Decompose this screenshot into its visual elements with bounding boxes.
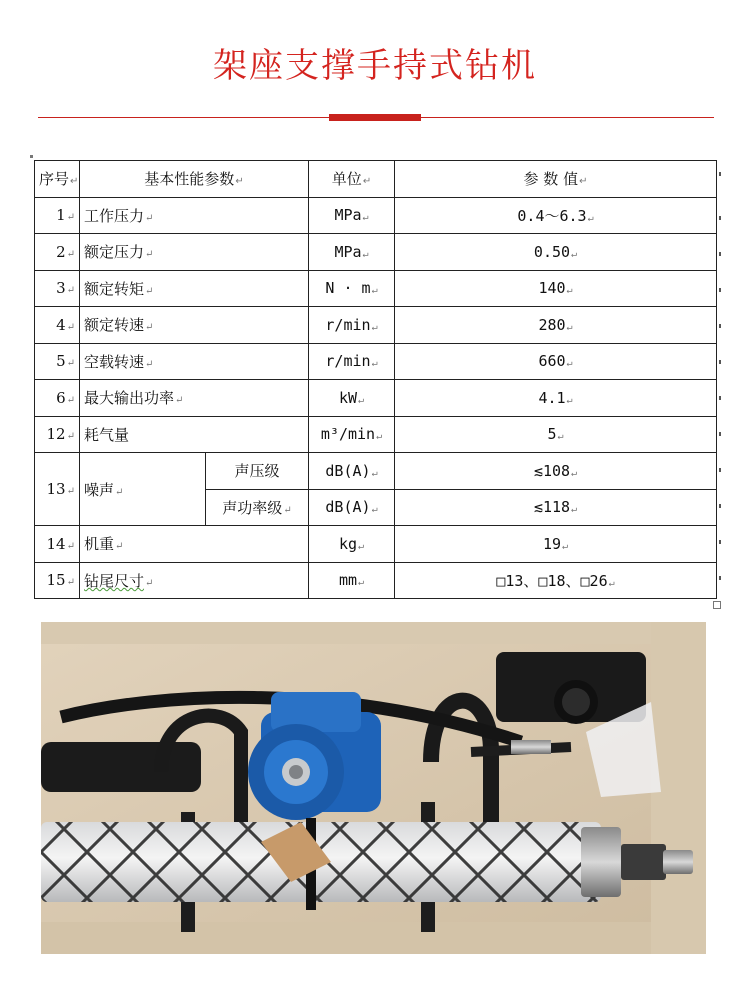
table-row: 15↵ 钻尾尺寸↵ mm↵ □13、□18、□26↵ xyxy=(35,562,717,599)
margin-mark xyxy=(719,576,721,580)
margin-mark xyxy=(719,324,721,328)
page-title: 架座支撑手持式钻机 xyxy=(213,46,537,86)
margin-mark xyxy=(719,540,721,544)
table-row: 3↵ 额定转矩↵ N · m↵ 140↵ xyxy=(35,270,717,307)
table-row: 14↵ 机重↵ kg↵ 19↵ xyxy=(35,526,717,563)
table-row: 12↵ 耗气量 m³/min↵ 5↵ xyxy=(35,416,717,453)
header-value: 参 数 值↵ xyxy=(395,161,717,198)
margin-mark xyxy=(719,288,721,292)
table-end-mark xyxy=(713,601,721,609)
header-unit: 单位↵ xyxy=(309,161,395,198)
table-corner-mark xyxy=(30,155,33,158)
table-row: 2↵ 额定压力↵ MPa↵ 0.50↵ xyxy=(35,234,717,271)
margin-mark xyxy=(719,504,721,508)
title-divider-accent xyxy=(329,114,421,121)
margin-mark xyxy=(719,396,721,400)
margin-mark xyxy=(719,172,721,176)
header-no: 序号↵ xyxy=(35,161,80,198)
table-row: 6↵ 最大输出功率↵ kW↵ 4.1↵ xyxy=(35,380,717,417)
table-header-row xyxy=(35,161,717,198)
margin-mark xyxy=(719,252,721,256)
table-row: 5↵ 空载转速↵ r/min↵ 660↵ xyxy=(35,343,717,380)
table-row: 声功率级↵ dB(A)↵ ≲118↵ xyxy=(35,489,717,526)
table-row: 4↵ 额定转速↵ r/min↵ 280↵ xyxy=(35,307,717,344)
table-row: 1↵ 工作压力↵ MPa↵ 0.4～6.3↵ xyxy=(35,197,717,234)
spec-table xyxy=(34,160,717,599)
margin-mark xyxy=(719,468,721,472)
margin-mark xyxy=(719,216,721,220)
table-row: 13↵ 噪声↵ 声压级 dB(A)↵ ≲108↵ xyxy=(35,453,717,490)
drill-machine-in-crate-photo xyxy=(41,622,706,954)
header-name: 基本性能参数↵ xyxy=(80,161,309,198)
margin-mark xyxy=(719,432,721,436)
margin-mark xyxy=(719,360,721,364)
